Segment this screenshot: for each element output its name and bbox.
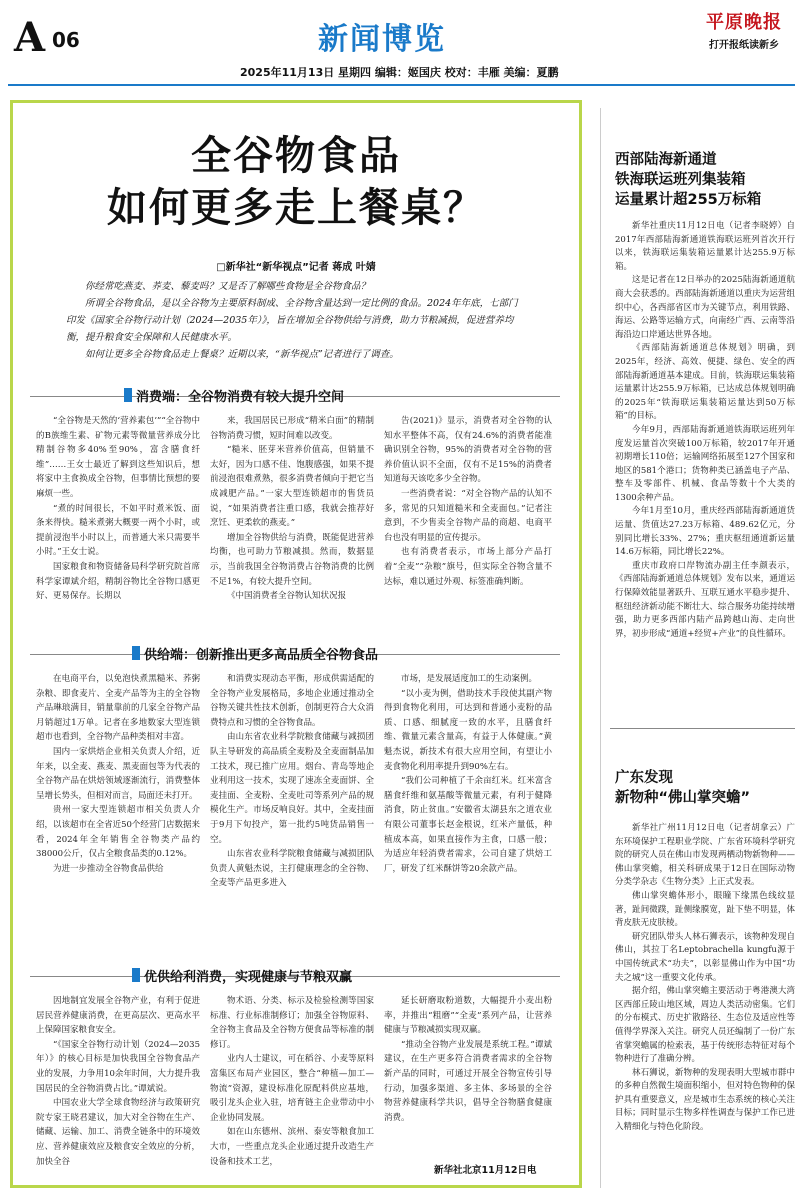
article-headline [40, 130, 552, 234]
paragraph: 《中国消费者全谷物认知状况报 [227, 591, 347, 602]
section-3-column-1 [36, 994, 200, 1178]
paragraph: 来，我国居民已形成“精米白面”的精制谷物消费习惯，短时间难以改变。 [210, 416, 374, 441]
paragraph: “《国家全谷物行动计划（2024—2035年）》的核心目标是加快我国全谷物食品产业的发展，力争用10余年时间，大力提升我国居民的全谷物消费占比。”谭斌说。 [36, 1039, 200, 1094]
lede-paragraph: 如何让更多全谷物食品走上餐桌？近期以来，“新华视点”记者进行了调查。 [85, 349, 399, 360]
section-2-column-2 [210, 672, 374, 936]
newspaper-logo: 平原晚报 [706, 12, 782, 33]
paragraph: 因地制宜发展全谷物产业，有利于促进居民营养健康消费，在更高层次、更高水平上保障国家粮食安全。 [36, 996, 200, 1036]
paragraph: 国内一家烘焙企业相关负责人介绍，近年来，以全麦、燕麦、黑麦面包等为代表的全谷物产品在烘焙领域逐渐流行，消费整体呈增长势头，但相对而言，局面还未打开。 [36, 746, 200, 801]
paragraph: “我们公司种植了千余亩红米。红米富含膳食纤维和氨基酸等微量元素，有利于健降消食，防止贫血。”安徽省太湖县东之道农业有限公司董事长赵金根说，红米产量低，种植成本高，如果直接作为主食，口感一般；为适应年轻消费者需求，公司自建了烘焙工厂，研发了红米酥饼等20余款产品。 [384, 776, 552, 874]
lede-paragraph: 你经常吃燕麦、荞麦、藜麦吗？又是否了解哪些食物是全谷物食品？ [85, 281, 371, 292]
headline-line: 运量累计超255万标箱 [615, 192, 762, 208]
paragraph: 为进一步推动全谷物食品供给 [53, 863, 164, 874]
paragraph: 也有消费者表示，市场上部分产品打着“全麦”“杂粮”旗号，但实际全谷物含量不达标，难以通过外观、标签准确判断。 [384, 547, 552, 587]
newspaper-brand [692, 8, 796, 51]
paragraph: “推动全谷物产业发展是系统工程。”谭斌建议，在生产更多符合消费者需求的全谷物新产品的同时，可通过开展全谷物宣传引导行动，加强多渠道、多主体、多场景的全谷物营养健康科学共识，倡导全谷物膳食健康消费。 [384, 1039, 552, 1123]
paragraph: 新华社重庆11月12日电（记者李晓婷）自2017年西部陆海新通道铁海联运班列首次开行以来，铁海联运集装箱运量累计达255.9万标箱。 [615, 221, 795, 272]
paragraph: 和消费实现动态平衡，形成供需适配的全谷物产业发展格局，多地企业通过推动全谷物关键共性技术创新，创制更符合大众消费特点和习惯的全谷物食品。 [210, 674, 374, 728]
headline-line: 西部陆海新通道 [615, 152, 717, 168]
paragraph: 山东省农业科学院粮食储藏与减损团队负责人黄魁杰说，主打健康理念的全谷物、全麦等产品更多进入 [210, 849, 374, 889]
sidebar-story-2-headline [615, 768, 750, 808]
section-1-column-2 [210, 414, 374, 634]
paragraph: 告(2021)》显示，消费者对全谷物的认知水平整体不高，仅有24.6%的消费者能准确识别全谷物，95%的消费者对全谷物的营养价值认识不全面，仅有不足15%的消费者知道每天该吃多少全谷物。 [384, 416, 552, 485]
paragraph: 今年1月至10月，重庆经西部陆海新通道货运量、货值达27.23万标箱、489.62亿元，分别同比增长33%、27%；重庆枢纽通道新运量14.6万标箱，同比增长22%。 [615, 506, 795, 558]
paragraph: “以小麦为例，借助技术手段使其副产物得到食物化利用，可达到和普通小麦粉的品质、口感、细腻度一致的水平，且膳食纤维、微量元素含量高，有益于人体健康。”黄魁杰说，新技术有很大应用空间，有望让小麦食物化利用率提升到90%左右。 [384, 688, 552, 772]
paragraph: 新华社广州11月12日电（记者胡拿云）广东环境保护工程职业学院、广东省环境科学研究院的研究人员在佛山市发现两栖动物新物种——佛山掌突蟾，相关科研成果于12日在国际动物分类学杂志《生物分类》上正式发表。 [615, 823, 795, 888]
paragraph: 今年9月，西部陆海新通道铁海联运班列年度发运量首次突破100万标箱，较2017年开通初期增长110倍；运输网络拓展至127个国家和地区的581个港口；货物种类已涵盖电子产品、整车及零部件、机械、食品等数十个大类的1300余种产品。 [615, 424, 795, 503]
section-title: 新闻博览 [318, 22, 446, 57]
page-letter: A [14, 14, 45, 61]
paragraph: 《西部陆海新通道总体规划》明确，到2025年，经济、高效、便捷、绿色、安全的西部陆海新通道基本建成。目前，铁海联运集装箱运量累计达255.9万标箱，已达成总体规划明确的2025年“铁海联运集装箱运量达到50万标箱”的目标。 [615, 343, 795, 422]
headline-line: 新物种“佛山掌突蟾” [615, 790, 751, 806]
section-1-column-1 [36, 414, 200, 634]
story-separator [610, 728, 795, 729]
paragraph: 据介绍，佛山掌突蟾主要活动于粤港澳大湾区西部丘陵山地区域，周边人类活动密集。它们的分布模式、历史扩散路径、生态位及适应性等值得学界深入关注。研究人员还编制了一份广东省掌突蟾属的检索表，基于传统形态特征对每个物种进行了准确分辨。 [615, 986, 795, 1065]
paragraph: 国家粮食和物资储备局科学研究院首席科学家谭斌介绍，精制谷物比全谷物口感更好、更易保存。长期以 [36, 561, 200, 602]
paragraph: 林石狮说，新物种的发现表明大型城市群中的多种自然微生境面积缩小，但对特色物种的保护具有重要意义，应是城市生态系统的核心关注目标；同时显示生物多样性调查与保护工作已进入精细化与特色化阶段。 [615, 1067, 795, 1133]
page-number: 06 [52, 28, 80, 52]
paragraph: 这是记者在12日举办的2025陆海新通道航商大会获悉的。西部陆海新通道以重庆为运营组织中心，各西部省区市为关键节点，利用铁路、海运、公路等运输方式，向南经广西、云南等沿海沿边口岸通达世界各地。 [615, 275, 795, 340]
lede-paragraph: 所谓全谷物食品，是以全谷物为主要原料制成、全谷物含量达到一定比例的食品。2024年年底，七部门印发《国家全谷物行动计划（2024—2035年）》，旨在增加全谷物供给与消费，助力节粮减损，促进营养均衡，提升粮食安全保障和人民健康水平。 [66, 298, 518, 343]
section-1-title: 消费端：全谷物消费有较大提升空间 [136, 390, 345, 405]
paragraph: “全谷物是天然的‘营养素包’”“全谷物中的B族维生素、矿物元素等微量营养成分比精制谷物多40%至90%，富含膳食纤维”……王女士最近了解到这些知识后，想将家中主食换成全谷物，但事情比预想的要麻烦一些。 [36, 416, 200, 499]
paragraph: “煮的时间很长，不如平时煮米饭、面条来得快。糙米煮粥大概要一两个小时，或提前浸泡半小时以上，而普通大米只需要半小时。”王女士说。 [36, 503, 200, 558]
headline-line-2: 如何更多走上餐桌？ [107, 185, 485, 231]
heading-marker [132, 968, 140, 982]
article-byline: □新华社“新华视点”记者 蒋成 叶婧 [216, 262, 376, 273]
section-2-column-3 [384, 672, 552, 936]
section-2-column-1 [36, 672, 200, 936]
paragraph: 业内人士建议，可在稻谷、小麦等原料富集区布局产业园区，整合“种植—加工—物流”资源，建设标准化原配料供应基地，吸引龙头企业入驻，培育链主企业带动中小企业协同发展。 [210, 1054, 374, 1123]
paragraph: 重庆市政府口岸物流办副主任李颜表示，《西部陆海新通道总体规划》发布以来，通道运行保障效能显著跃升、互联互通水平稳步提升、枢纽经济新动能不断壮大、综合服务功能持续增强，助力更多西部内陆产品跨越山海、走向世界，初步形成“通道+经贸+产业”的良性循环。 [615, 560, 795, 639]
dateline: 2025年11月13日 星期四 编辑：姬国庆 校对：丰雁 美编：夏鹏 [240, 66, 559, 79]
section-3-title: 优供给利消费，实现健康与节粮双赢 [144, 970, 353, 985]
sidebar-story-1-body [615, 220, 795, 716]
paragraph: 一些消费者说：“对全谷物产品的认知不多，常见的只知道糙米和全麦面包。”记者注意到，不少售卖全谷物产品的商超、电商平台也没有明显的宣传提示。 [384, 488, 552, 543]
sidebar-story-1-headline [615, 150, 761, 210]
paragraph: 在电商平台，以免泡快煮黑糙米、荞粥杂粮、即食麦片、全麦产品等为主的全谷物产品琳琅满目，销量靠前的几家全谷物产品月销超过1万单。记者在多地数家大型连锁超市也看到，全谷物产品种类相对丰富。 [36, 674, 200, 743]
section-1-column-3 [384, 414, 552, 634]
paragraph: 如在山东德州、滨州、泰安等粮食加工大市，一些重点龙头企业通过提升改造生产设备和技术工艺， [210, 1127, 374, 1167]
masthead [0, 0, 803, 79]
masthead-rule [8, 84, 795, 86]
paragraph: 市场，是发展适度加工的生动案例。 [401, 674, 538, 684]
paragraph: 增加全谷物供给与消费，既能促进营养均衡，也可助力节粮减损。然而，数据显示，当前我国全谷物消费占谷物消费的比例不足1%，有较大提升空间。 [210, 532, 374, 587]
section-3-column-3 [384, 994, 552, 1154]
paragraph: 贵州一家大型连锁超市相关负责人介绍，以该超市在全省近50个经营门店数据来看，2024年全年销售全谷物类产品约38000公斤，仅占全粮食品类的0.12%。 [36, 805, 200, 860]
headline-line: 铁海联运班列集装箱 [615, 172, 746, 188]
section-3-column-2 [210, 994, 374, 1178]
paragraph: 研究团队带头人林石狮表示，该物种发现自佛山，其拉丁名Leptobrachella kungfu源于中国传统武术“功夫”，以彰显佛山作为中国“功夫之城”这一重要文化传承。 [615, 931, 795, 983]
article-signoff: 新华社北京11月12日电 [434, 1165, 537, 1176]
headline-line: 广东发现 [615, 770, 673, 786]
paragraph: 中国农业大学全球食物经济与政策研究院专家王晓君建议，加大对全谷物在生产、储藏、运输、加工、消费全链条中的环境效应、营养健康效应及粮食安全效应的分析，加快全谷 [36, 1098, 200, 1167]
sidebar-story-2-body [615, 822, 795, 1188]
paragraph: 佛山掌突蟾体形小，眼瞳下缘黑色线纹显著，趾间微蹼，趾侧缘膜宽，趾下垫不明显，体背皮肤无皮肤棱。 [615, 890, 795, 929]
column-divider [600, 108, 601, 1188]
heading-marker [124, 388, 132, 402]
newspaper-slogan: 打开报纸读新乡 [709, 40, 779, 51]
headline-line-1: 全谷物食品 [191, 133, 401, 179]
heading-marker [132, 646, 140, 660]
section-2-title: 供给端：创新推出更多高品质全谷物食品 [144, 648, 379, 663]
paragraph: 延长研磨取粉道数，大幅提升小麦出粉率，并推出“粗磨”“全麦”系列产品，让营养健康与节粮减损实现双赢。 [384, 996, 552, 1036]
article-lede [66, 278, 526, 363]
paragraph: 由山东省农业科学院粮食储藏与减损团队主导研发的高品质全麦粉及全麦面制品加工技术，现已推广应用。烟台、青岛等地企业利用这一技术，实现了速冻全麦面饼、全麦挂面、全麦粉、全麦吐司等系列产品的规模化生产。市场反响良好。其中，全麦挂面于9月下旬投产，第一批约5吨货品销售一空。 [210, 732, 374, 845]
paragraph: 物术语、分类、标示及检验检测等国家标准、行业标准制修订；加强全谷物原料、全谷物主食品及全谷物方便食品等标准的制修订。 [210, 996, 374, 1050]
paragraph: “糙米、胚芽米营养价值高，但销量不太好，因为口感不佳、饱腹感强，如果不提前浸泡很难煮熟，很多消费者倾向于把它当成减肥产品。”一家大型连锁超市的售货员说，“如果消费者注重口感，我就会推荐好烹饪、更柔软的燕麦。” [210, 445, 374, 529]
